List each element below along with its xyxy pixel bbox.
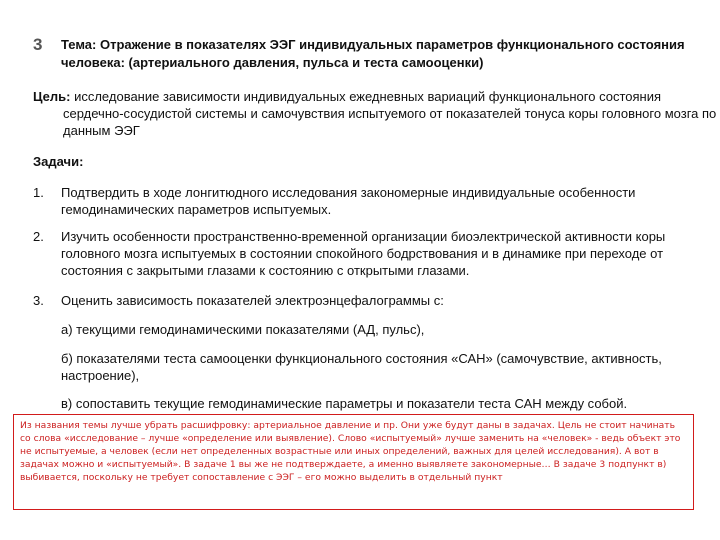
reviewer-comment-text: Из названия темы лучше убрать расшифровку: артериальное давление и пр. Они уже будут даны в задачах. Цель не стоит начинать со слова «исследование – лучше «определение или выявление). Слово «испытуемый» лучше заменить на «человек» - ведь объект это не испытуемые, а человек (если нет определенных возрастные или иных определений, важных для целей исследования). А вот в задачах можно и «испытуемый». В задаче 1 вы же не подтверждаете, а именно выявляете закономерные… В задаче 3 подпункт в) выбивается, поскольку не требует сопоставление с ЭЭГ – его можно выделить в отдельный пункт [20,420,681,483]
subtask-a: а) текущими гемодинамическими показателями (АД, пульс), [61,322,425,337]
subtask-b: б) показателями теста самооценки функционального состояния «САН» (самочувствие, активность, настроение), [61,351,662,383]
task-text: Изучить особенности пространственно-временной организации биоэлектрической активности коры головного мозга испытуемых в состоянии спокойного бодрствования и в динамике при переходе от состояния с закрытыми глазами к состоянию с открытыми глазами. [61,229,666,278]
goal-text: исследование зависимости индивидуальных ежедневных вариаций функционального состояния сердечно-сосудистой системы и самочувствия испытуемого от показателей тонуса коры головного мозга по данным ЭЭГ [63,89,717,138]
task-number: 2. [33,229,44,244]
slide-topic: Тема: Отражение в показателях ЭЭГ индивидуальных параметров функционального состояния человека: (артериального давления, пульса и теста самооценки) [61,37,685,70]
task-text: Подтвердить в ходе лонгитюдного исследования закономерные индивидуальные особенности гемодинамических параметров испытуемых. [61,185,636,217]
task-text: Оценить зависимость показателей электроэнцефалограммы с: [61,293,444,308]
slide-number: 3 [33,35,43,54]
subtask-c: в) сопоставить текущие гемодинамические параметры и показатели теста САН между собой. [61,396,628,411]
task-number: 1. [33,185,44,200]
goal-label: Цель: [33,89,71,104]
tasks-title: Задачи: [33,154,84,169]
reviewer-comment-box [13,414,694,510]
task-number: 3. [33,293,44,308]
goal-paragraph [33,88,718,139]
